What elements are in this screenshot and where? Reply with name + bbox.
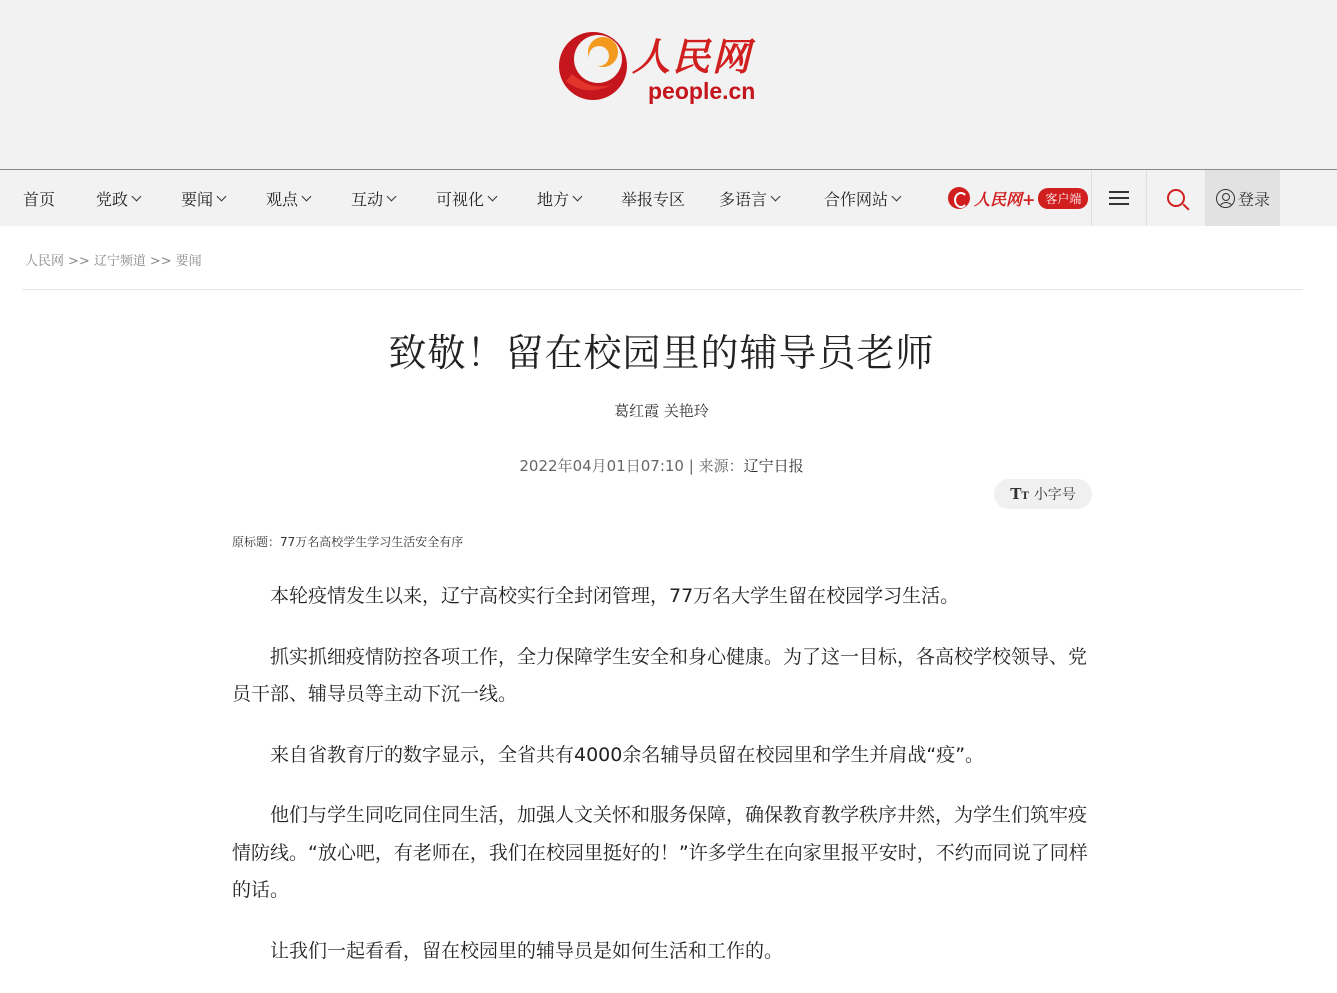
main-nav [0, 170, 1337, 226]
chevron-down-icon [573, 191, 583, 201]
app-client-badge: 客户端 [1038, 188, 1088, 209]
chevron-down-icon [132, 191, 142, 201]
app-name: 人民网+ [974, 189, 1036, 209]
font-size-label: 小字号 [1033, 487, 1076, 503]
breadcrumb-separator: >> [68, 254, 90, 269]
article-paragraph: 让我们一起看看，留在校园里的辅导员是如何生活和工作的。 [270, 939, 784, 962]
article-meta [0, 455, 1323, 476]
article-authors: 葛红霞 关艳玲 [614, 402, 709, 420]
breadcrumb-home[interactable]: 人民网 [25, 254, 65, 269]
nav-label: 举报专区 [621, 189, 686, 209]
article-source[interactable]: 辽宁日报 [743, 457, 804, 475]
nav-item-party[interactable] [96, 170, 140, 226]
chevron-down-icon [771, 191, 781, 201]
nav-label: 互动 [351, 189, 384, 209]
original-title: 原标题：77万名高校学生学习生活安全有序 [232, 535, 464, 549]
article-paragraph: 来自省教育厅的数字显示，全省共有4000余名辅导员留在校园里和学生并肩战“疫”。 [270, 743, 985, 766]
article-datetime: 2022年04月01日07:10 [519, 457, 684, 475]
site-logo[interactable] [556, 26, 771, 106]
chevron-down-icon [488, 191, 498, 201]
nav-label: 可视化 [436, 189, 485, 209]
nav-label: 观点 [266, 189, 299, 209]
app-download-link[interactable] [948, 170, 1088, 226]
nav-label: 多语言 [719, 189, 768, 209]
article-body [232, 578, 1092, 993]
text-size-icon: TT [1010, 485, 1029, 503]
article-title: 致敬！留在校园里的辅导员老师 [388, 331, 935, 375]
meta-separator: | [688, 457, 699, 475]
hamburger-icon [1109, 187, 1129, 209]
site-header [0, 0, 1337, 170]
nav-label: 要闻 [181, 189, 214, 209]
breadcrumb [25, 250, 202, 269]
search-icon [1167, 189, 1185, 207]
chevron-down-icon [302, 191, 312, 201]
chevron-down-icon [892, 191, 902, 201]
app-logo-icon [948, 187, 970, 209]
nav-item-interact[interactable] [351, 170, 395, 226]
user-icon [1216, 189, 1235, 208]
login-button[interactable] [1205, 170, 1280, 226]
breadcrumb-separator: >> [149, 254, 172, 269]
menu-button[interactable] [1091, 170, 1146, 226]
logo-text-cn: 人民网 [632, 34, 753, 79]
login-label: 登录 [1237, 189, 1270, 209]
nav-label: 党政 [96, 189, 129, 209]
nav-item-visual[interactable] [436, 170, 496, 226]
chevron-down-icon [217, 191, 227, 201]
nav-item-report[interactable] [621, 170, 685, 226]
chevron-down-icon [387, 191, 397, 201]
nav-item-home[interactable] [23, 170, 55, 226]
divider [22, 289, 1303, 290]
nav-label: 首页 [23, 189, 56, 209]
nav-item-local[interactable] [537, 170, 581, 226]
article-paragraph: 本轮疫情发生以来，辽宁高校实行全封闭管理，77万名大学生留在校园学习生活。 [270, 585, 960, 607]
search-button[interactable] [1146, 170, 1205, 226]
nav-item-news[interactable] [181, 170, 225, 226]
logo-emblem-icon [556, 26, 630, 102]
font-size-toggle-button[interactable] [994, 479, 1092, 509]
nav-label: 合作网站 [824, 189, 889, 209]
source-prefix: 来源： [698, 457, 744, 475]
nav-item-languages[interactable] [719, 170, 779, 226]
breadcrumb-section[interactable]: 要闻 [175, 254, 202, 269]
breadcrumb-channel[interactable]: 辽宁频道 [93, 254, 146, 269]
article-paragraph: 抓实抓细疫情防控各项工作，全力保障学生安全和身心健康。为了这一目标，各高校学校领导、党员干部、辅导员等主动下沉一线。 [232, 645, 1088, 705]
nav-label: 地方 [537, 189, 570, 209]
logo-text-en: people.cn [648, 78, 756, 104]
nav-item-partners[interactable] [824, 170, 900, 226]
nav-item-opinion[interactable] [266, 170, 310, 226]
article-paragraph: 他们与学生同吃同住同生活，加强人文关怀和服务保障，确保教育教学秩序井然，为学生们筑牢疫情防线。“放心吧，有老师在，我们在校园里挺好的！”许多学生在向家里报平安时，不约而同说了同样的话。 [232, 804, 1088, 901]
